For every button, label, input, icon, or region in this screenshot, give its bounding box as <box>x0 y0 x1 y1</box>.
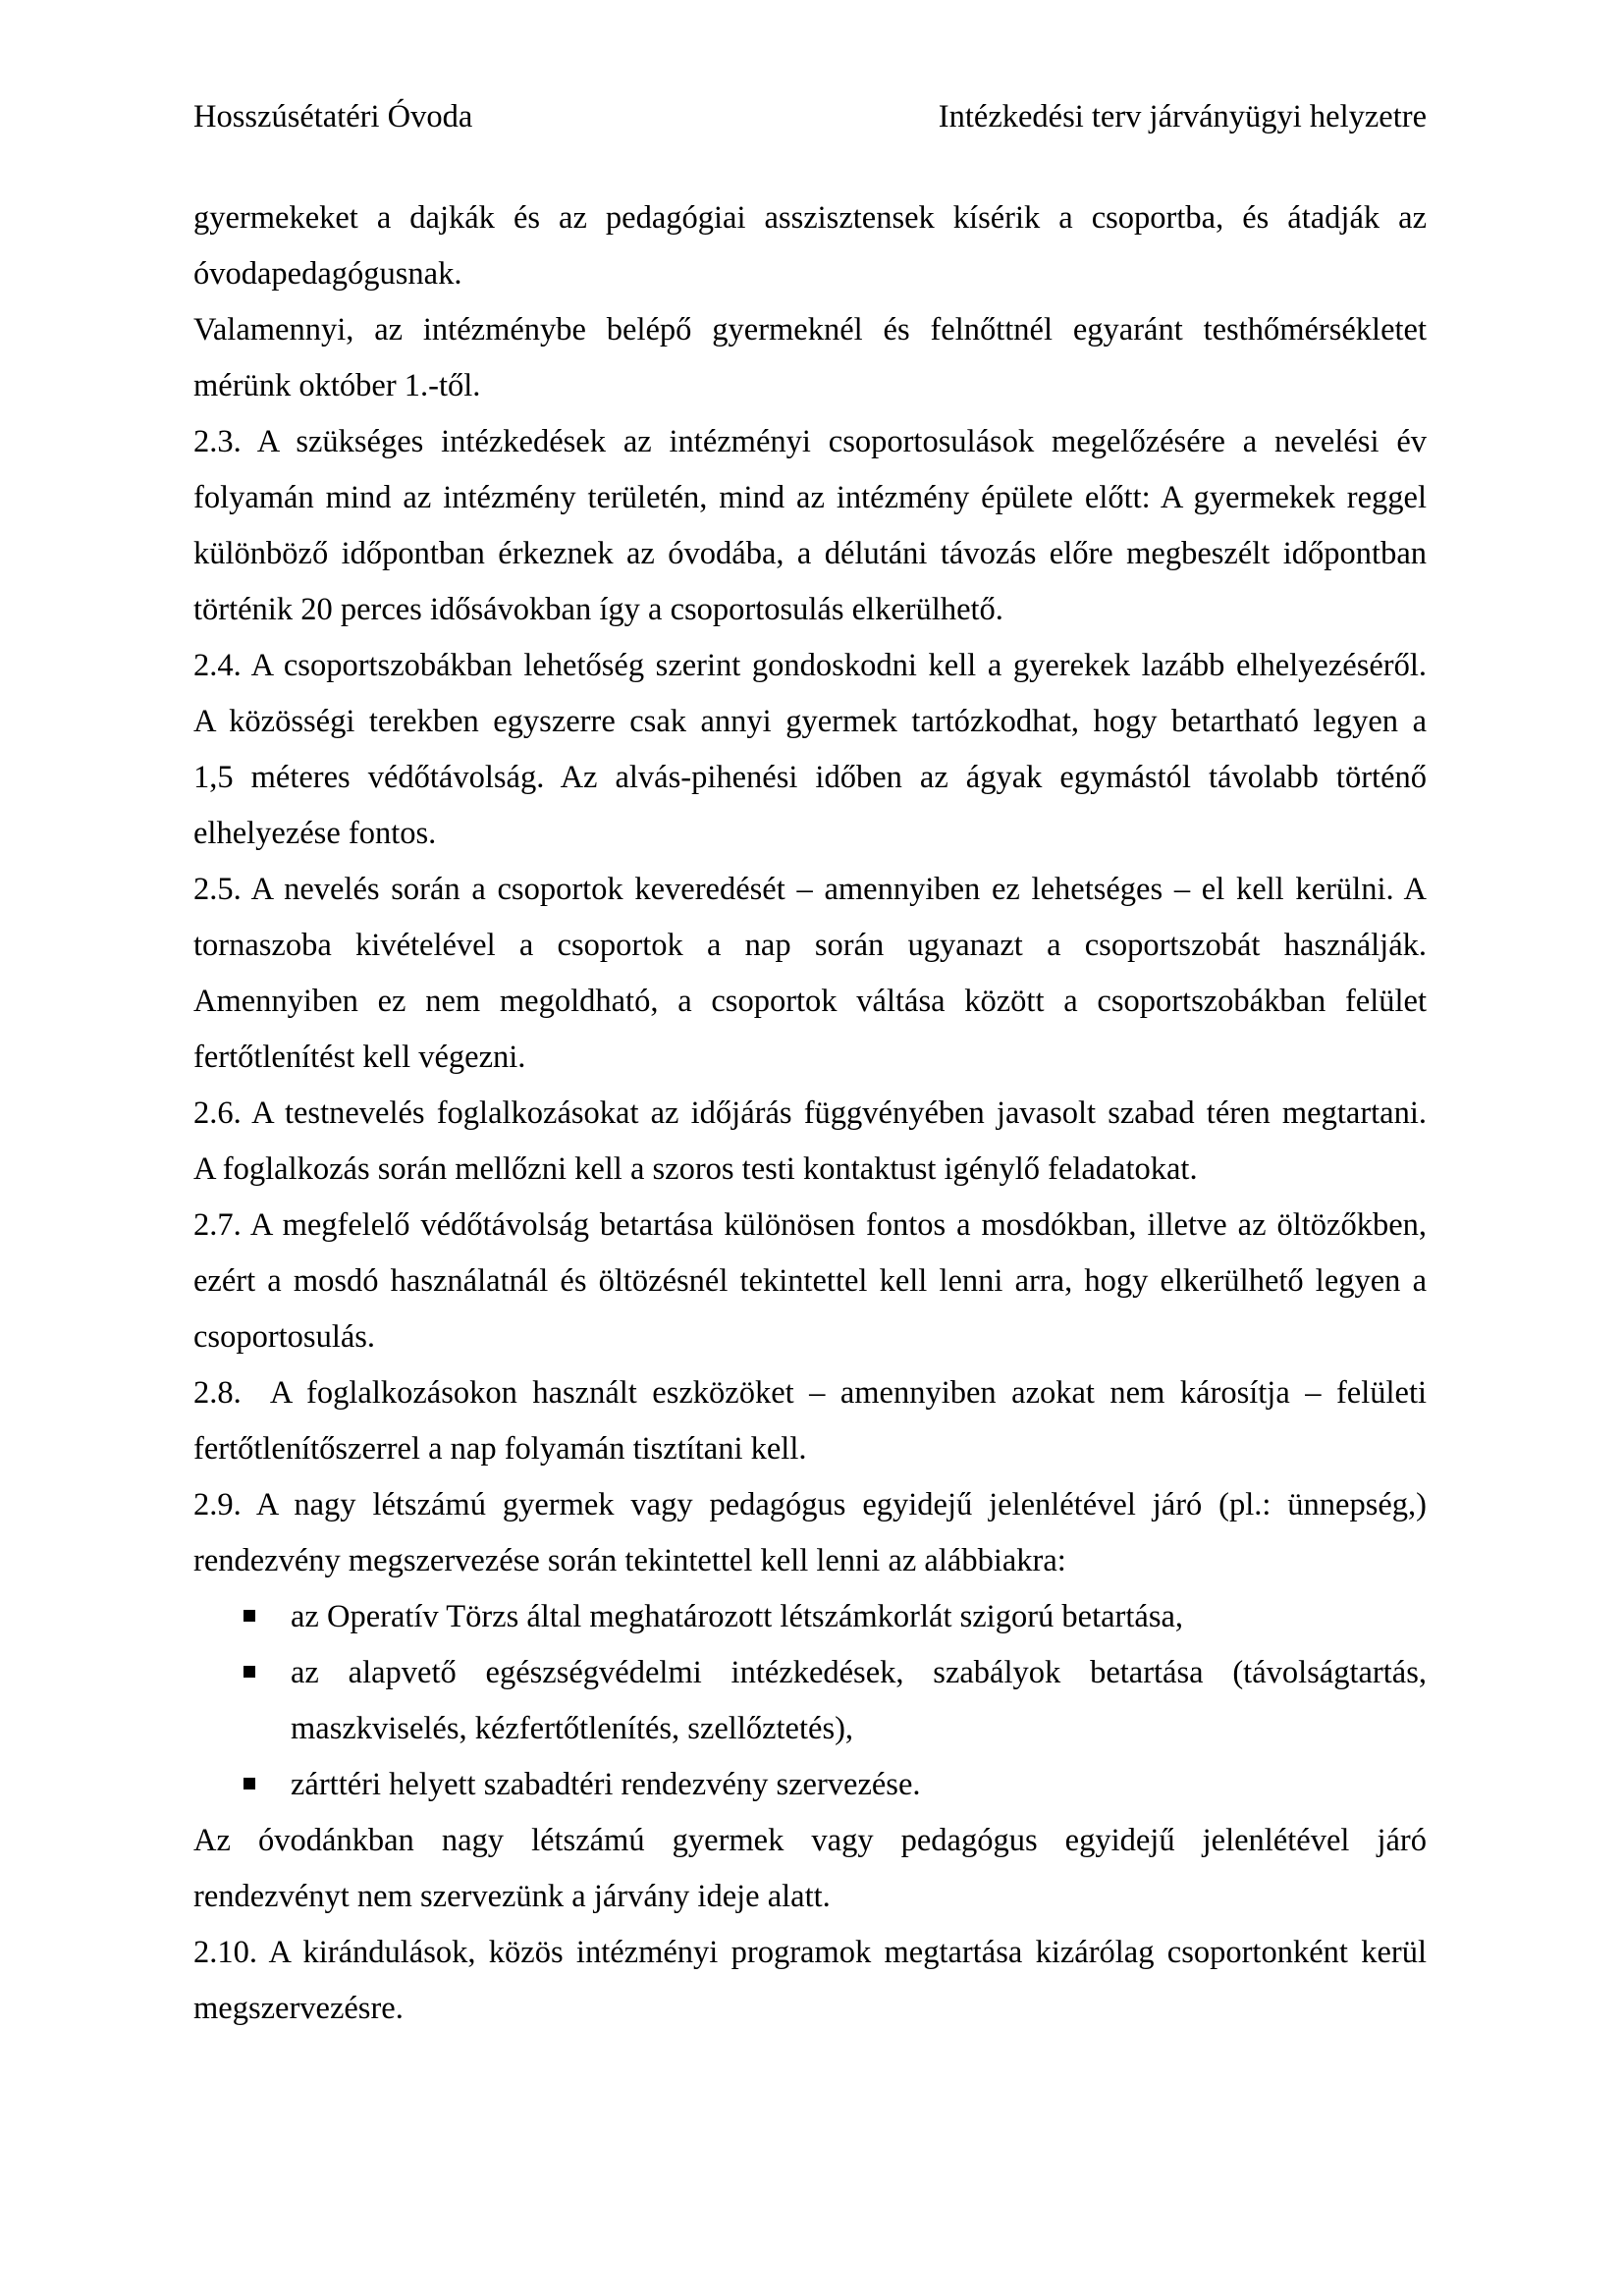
bullet-square-icon <box>243 1610 255 1622</box>
text-line <box>193 1589 1427 1645</box>
text-line <box>193 1254 1427 1309</box>
text-line <box>193 1925 1427 1981</box>
text-line-content: elhelyezése fontos. <box>193 816 437 851</box>
text-line-content: 1,5 méteres védőtávolság. Az alvás-pihenési időben az ágyak egymástól távolabb történő <box>193 760 1427 795</box>
text-line <box>193 1421 1427 1477</box>
text-line-content: Amennyiben ez nem megoldható, a csoportok váltása között a csoportszobákban felület <box>193 984 1427 1019</box>
text-line-content: Valamennyi, az intézménybe belépő gyermeknél és felnőttnél egyaránt testhőmérsékletet <box>193 312 1427 347</box>
text-line-content: fertőtlenítést kell végezni. <box>193 1040 526 1075</box>
text-line <box>193 246 1427 302</box>
text-line-content: fertőtlenítőszerrel a nap folyamán tisztítani kell. <box>193 1431 807 1467</box>
text-line <box>193 1757 1427 1813</box>
text-line-content: tornaszoba kivételével a csoportok a nap során ugyanazt a csoportszobát használják. <box>193 928 1427 963</box>
text-line <box>193 1701 1427 1757</box>
header-spacer <box>193 145 1427 190</box>
text-line <box>193 918 1427 974</box>
text-line <box>193 694 1427 750</box>
text-line <box>193 1981 1427 2037</box>
text-line-content: csoportosulás. <box>193 1319 376 1355</box>
text-line-content: az Operatív Törzs által meghatározott létszámkorlát szigorú betartása, <box>291 1599 1184 1634</box>
text-line-content: 2.7. A megfelelő védőtávolság betartása különösen fontos a mosdókban, illetve az öltözőkben, <box>193 1207 1427 1243</box>
text-line-content: különböző időpontban érkeznek az óvodába, a délutáni távozás előre megbeszélt időpontban <box>193 536 1427 571</box>
text-line <box>193 1086 1427 1142</box>
bullet-square-icon <box>243 1778 255 1789</box>
text-line-content: mérünk október 1.-től. <box>193 368 481 403</box>
text-line-content: ezért a mosdó használatnál és öltözésnél tekintettel kell lenni arra, hogy elkerülhető legyen a <box>193 1263 1427 1299</box>
text-line <box>193 750 1427 806</box>
text-line <box>193 1533 1427 1589</box>
text-line <box>193 1198 1427 1254</box>
text-line <box>193 302 1427 358</box>
text-line <box>193 1645 1427 1701</box>
header-right-text: Intézkedési terv járványügyi helyzetre <box>938 99 1427 134</box>
text-line <box>193 1142 1427 1198</box>
text-line-content: óvodapedagógusnak. <box>193 256 462 292</box>
text-line <box>193 414 1427 470</box>
text-line-content: megszervezésre. <box>193 1991 404 2026</box>
text-line <box>193 470 1427 526</box>
text-line <box>193 190 1427 246</box>
document-header <box>193 89 1427 145</box>
text-line-content: maszkviselés, kézfertőtlenítés, szellőztetés), <box>291 1711 854 1746</box>
text-line-content: A foglalkozás során mellőzni kell a szoros testi kontaktust igénylő feladatokat. <box>193 1151 1198 1187</box>
text-line-content: zárttéri helyett szabadtéri rendezvény szervezése. <box>291 1767 921 1802</box>
bullet-square-icon <box>243 1666 255 1678</box>
document-body <box>193 190 1427 2037</box>
text-line-content: 2.6. A testnevelés foglalkozásokat az időjárás függvényében javasolt szabad téren megtartani. <box>193 1095 1427 1131</box>
text-line-content: A közösségi terekben egyszerre csak annyi gyermek tartózkodhat, hogy betartható legyen a <box>193 704 1427 739</box>
text-line <box>193 638 1427 694</box>
text-line-content: 2.9. A nagy létszámú gyermek vagy pedagógus egyidejű jelenlétével járó (pl.: ünnepség,) <box>193 1487 1427 1522</box>
text-line-content: 2.4. A csoportszobákban lehetőség szerint gondoskodni kell a gyerekek lazább elhelyezéséről. <box>193 648 1427 683</box>
text-line-content: az alapvető egészségvédelmi intézkedések, szabályok betartása (távolságtartás, <box>291 1655 1427 1690</box>
text-line <box>193 1030 1427 1086</box>
text-line <box>193 526 1427 582</box>
text-line-content: 2.3. A szükséges intézkedések az intézményi csoportosulások megelőzésére a nevelési év <box>193 424 1427 459</box>
text-line <box>193 1309 1427 1365</box>
text-line <box>193 974 1427 1030</box>
text-line <box>193 1477 1427 1533</box>
text-line-content: folyamán mind az intézmény területén, mind az intézmény épülete előtt: A gyermekek reggel <box>193 480 1427 515</box>
text-line <box>193 582 1427 638</box>
text-line <box>193 1869 1427 1925</box>
text-line-content: 2.8. A foglalkozásokon használt eszközöket – amennyiben azokat nem károsítja – felületi <box>193 1375 1427 1411</box>
text-line <box>193 358 1427 414</box>
text-line <box>193 806 1427 862</box>
text-line <box>193 862 1427 918</box>
header-left-text: Hosszúsétatéri Óvoda <box>193 99 473 134</box>
text-line <box>193 1365 1427 1421</box>
text-line-content: rendezvény megszervezése során tekintettel kell lenni az alábbiakra: <box>193 1543 1066 1578</box>
text-line-content: Az óvodánkban nagy létszámú gyermek vagy pedagógus egyidejű jelenlétével járó <box>193 1823 1427 1858</box>
text-line <box>193 1813 1427 1869</box>
text-line-content: történik 20 perces idősávokban így a csoportosulás elkerülhető. <box>193 592 1003 627</box>
text-line-content: gyermekeket a dajkák és az pedagógiai asszisztensek kísérik a csoportba, és átadják az <box>193 200 1427 236</box>
text-line-content: 2.5. A nevelés során a csoportok keveredését – amennyiben ez lehetséges – el kell kerülni. A <box>193 872 1427 907</box>
text-line-content: rendezvényt nem szervezünk a járvány ideje alatt. <box>193 1879 831 1914</box>
text-line-content: 2.10. A kirándulások, közös intézményi programok megtartása kizárólag csoportonként kerül <box>193 1935 1427 1970</box>
